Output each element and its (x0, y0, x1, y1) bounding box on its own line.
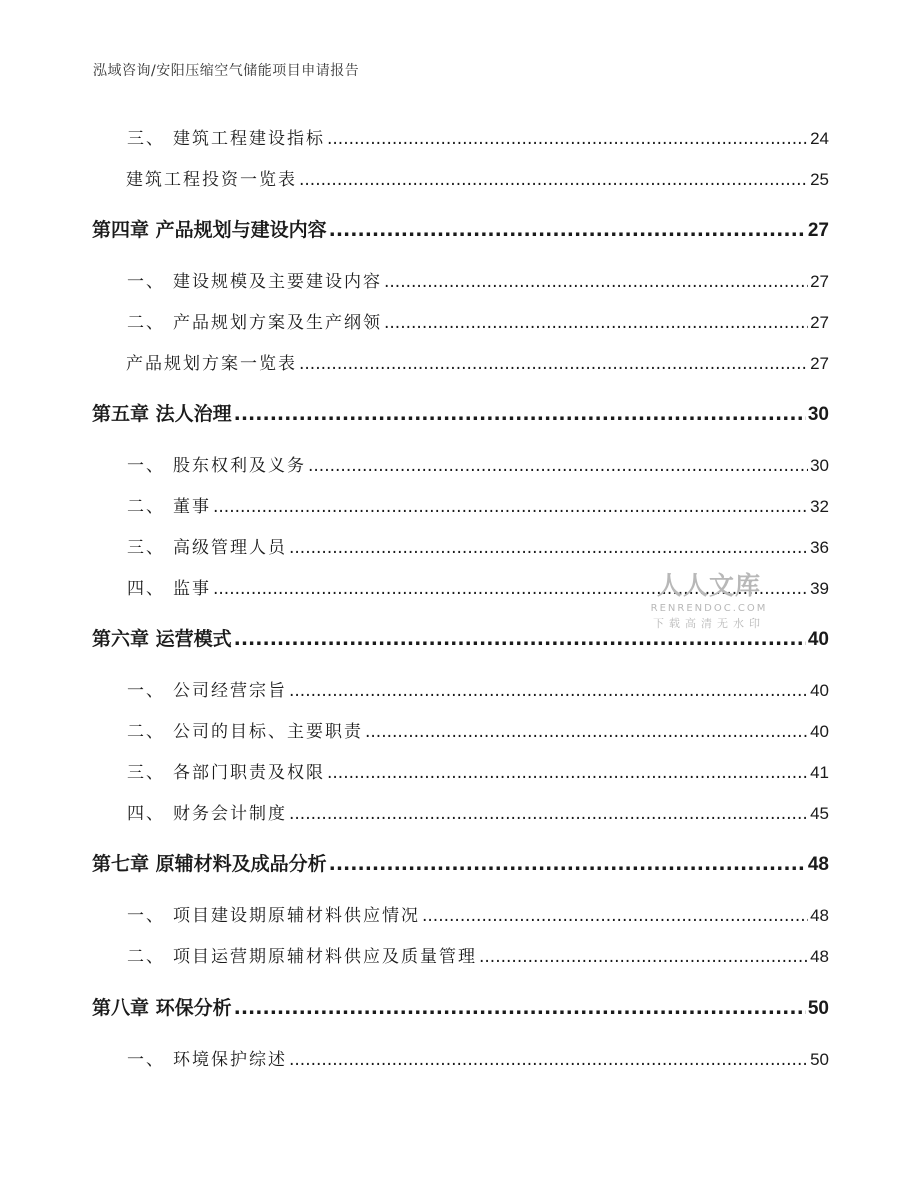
toc-dot-leader (327, 129, 808, 149)
toc-entry-number: 一、 (127, 681, 165, 701)
toc-entry[interactable] (127, 1045, 829, 1070)
toc-entry-number: 一、 (127, 456, 165, 476)
watermark-url: RENRENDOC.COM (650, 603, 768, 614)
toc-dot-leader (422, 906, 808, 926)
toc-chapter-page: 50 (807, 998, 829, 1019)
toc-dot-leader (289, 538, 808, 558)
toc-entry-number: 二、 (127, 497, 165, 517)
toc-entry-title: 财务会计制度 (173, 804, 287, 824)
toc-entry-page: 50 (810, 1050, 829, 1069)
toc-entry-number: 二、 (127, 947, 165, 967)
watermark-logo-text: 人人文库 (656, 571, 761, 600)
toc-entry-title: 公司的目标、主要职责 (173, 722, 363, 742)
toc-chapter-page: 27 (807, 220, 829, 241)
toc-entry-page: 36 (810, 538, 829, 557)
toc-entry-title: 项目运营期原辅材料供应及质量管理 (173, 947, 477, 967)
toc-chapter-entry[interactable] (92, 215, 829, 242)
toc-dot-leader (234, 403, 806, 425)
toc-dot-leader (329, 853, 806, 875)
toc-entry-number: 一、 (127, 272, 165, 292)
toc-entry-title: 公司经营宗旨 (173, 681, 287, 701)
toc-chapter-page: 40 (807, 629, 829, 650)
toc-entry-title: 董事 (173, 497, 211, 517)
toc-entry[interactable] (127, 124, 829, 149)
toc-entry[interactable] (127, 942, 829, 967)
toc-dot-leader (234, 628, 806, 650)
toc-entry-page: 30 (810, 456, 829, 475)
toc-entry-title: 建筑工程投资一览表 (126, 170, 297, 190)
toc-entry[interactable] (126, 349, 829, 374)
toc-entry[interactable] (127, 308, 829, 333)
toc-entry-page: 25 (810, 170, 829, 189)
toc-entry-title: 股东权利及义务 (173, 456, 306, 476)
toc-entry[interactable] (127, 492, 829, 517)
toc-dot-leader (329, 219, 806, 241)
toc-dot-leader (327, 763, 808, 783)
toc-entry[interactable] (127, 901, 829, 926)
toc-entry-page: 27 (810, 272, 829, 291)
toc-entry[interactable] (127, 676, 829, 701)
toc-chapter-title: 第八章 环保分析 (92, 997, 232, 1019)
toc-entry[interactable] (127, 758, 829, 783)
toc-entry-title: 监事 (173, 579, 211, 599)
toc-entry[interactable] (126, 165, 829, 190)
toc-dot-leader (384, 313, 808, 333)
toc-dot-leader (479, 947, 808, 967)
toc-entry-page: 27 (810, 354, 829, 373)
toc-entry-number: 三、 (127, 538, 165, 558)
toc-dot-leader (289, 681, 808, 701)
toc-entry-title: 建设规模及主要建设内容 (173, 272, 382, 292)
toc-entry-number: 一、 (127, 1050, 165, 1070)
toc-chapter-entry[interactable] (92, 993, 829, 1020)
toc-chapter-title: 第七章 原辅材料及成品分析 (92, 853, 327, 875)
toc-dot-leader (299, 170, 808, 190)
toc-entry-number: 四、 (127, 579, 165, 599)
toc-dot-leader (213, 497, 808, 517)
toc-entry-page: 27 (810, 313, 829, 332)
toc-entry-number: 三、 (127, 129, 165, 149)
toc-entry-page: 45 (810, 804, 829, 823)
toc-entry[interactable] (127, 717, 829, 742)
toc-entry-title: 产品规划方案及生产纲领 (173, 313, 382, 333)
toc-entry-number: 二、 (127, 722, 165, 742)
toc-entry[interactable] (127, 799, 829, 824)
toc-entry-page: 24 (810, 129, 829, 148)
page-header: 泓域咨询/安阳压缩空气储能项目申请报告 (93, 63, 360, 79)
toc-entry-page: 40 (810, 681, 829, 700)
toc-dot-leader (299, 354, 808, 374)
toc-dot-leader (289, 1050, 808, 1070)
toc-chapter-page: 48 (807, 854, 829, 875)
toc-dot-leader (384, 272, 808, 292)
toc-chapter-entry[interactable] (92, 849, 829, 876)
toc-entry-title: 项目建设期原辅材料供应情况 (173, 906, 420, 926)
toc-chapter-page: 30 (807, 404, 829, 425)
toc-entry-page: 40 (810, 722, 829, 741)
toc-chapter-title: 第五章 法人治理 (92, 403, 232, 425)
toc-entry-number: 四、 (127, 804, 165, 824)
toc-entry-title: 环境保护综述 (173, 1050, 287, 1070)
toc-entry-title: 高级管理人员 (173, 538, 287, 558)
toc-dot-leader (365, 722, 808, 742)
watermark-tagline: 下载高清无水印 (653, 617, 765, 630)
toc-entry-title: 产品规划方案一览表 (126, 354, 297, 374)
toc-dot-leader (289, 804, 808, 824)
toc-dot-leader (308, 456, 808, 476)
toc-entry-page: 41 (810, 763, 829, 782)
toc-entry-title: 各部门职责及权限 (173, 763, 325, 783)
toc-entry[interactable] (127, 533, 829, 558)
toc-chapter-entry[interactable] (92, 399, 829, 426)
toc-entry-number: 一、 (127, 906, 165, 926)
toc-chapter-title: 第四章 产品规划与建设内容 (92, 219, 327, 241)
toc-entry-page: 39 (810, 579, 829, 598)
toc-entry-page: 32 (810, 497, 829, 516)
toc-entry-number: 三、 (127, 763, 165, 783)
watermark (646, 566, 772, 631)
toc-entry-page: 48 (810, 947, 829, 966)
toc-entry-page: 48 (810, 906, 829, 925)
toc-dot-leader (234, 997, 806, 1019)
toc-entry[interactable] (127, 451, 829, 476)
toc-entry-title: 建筑工程建设指标 (173, 129, 325, 149)
toc-entry[interactable] (127, 267, 829, 292)
toc-entry-number: 二、 (127, 313, 165, 333)
toc-chapter-title: 第六章 运营模式 (92, 628, 232, 650)
